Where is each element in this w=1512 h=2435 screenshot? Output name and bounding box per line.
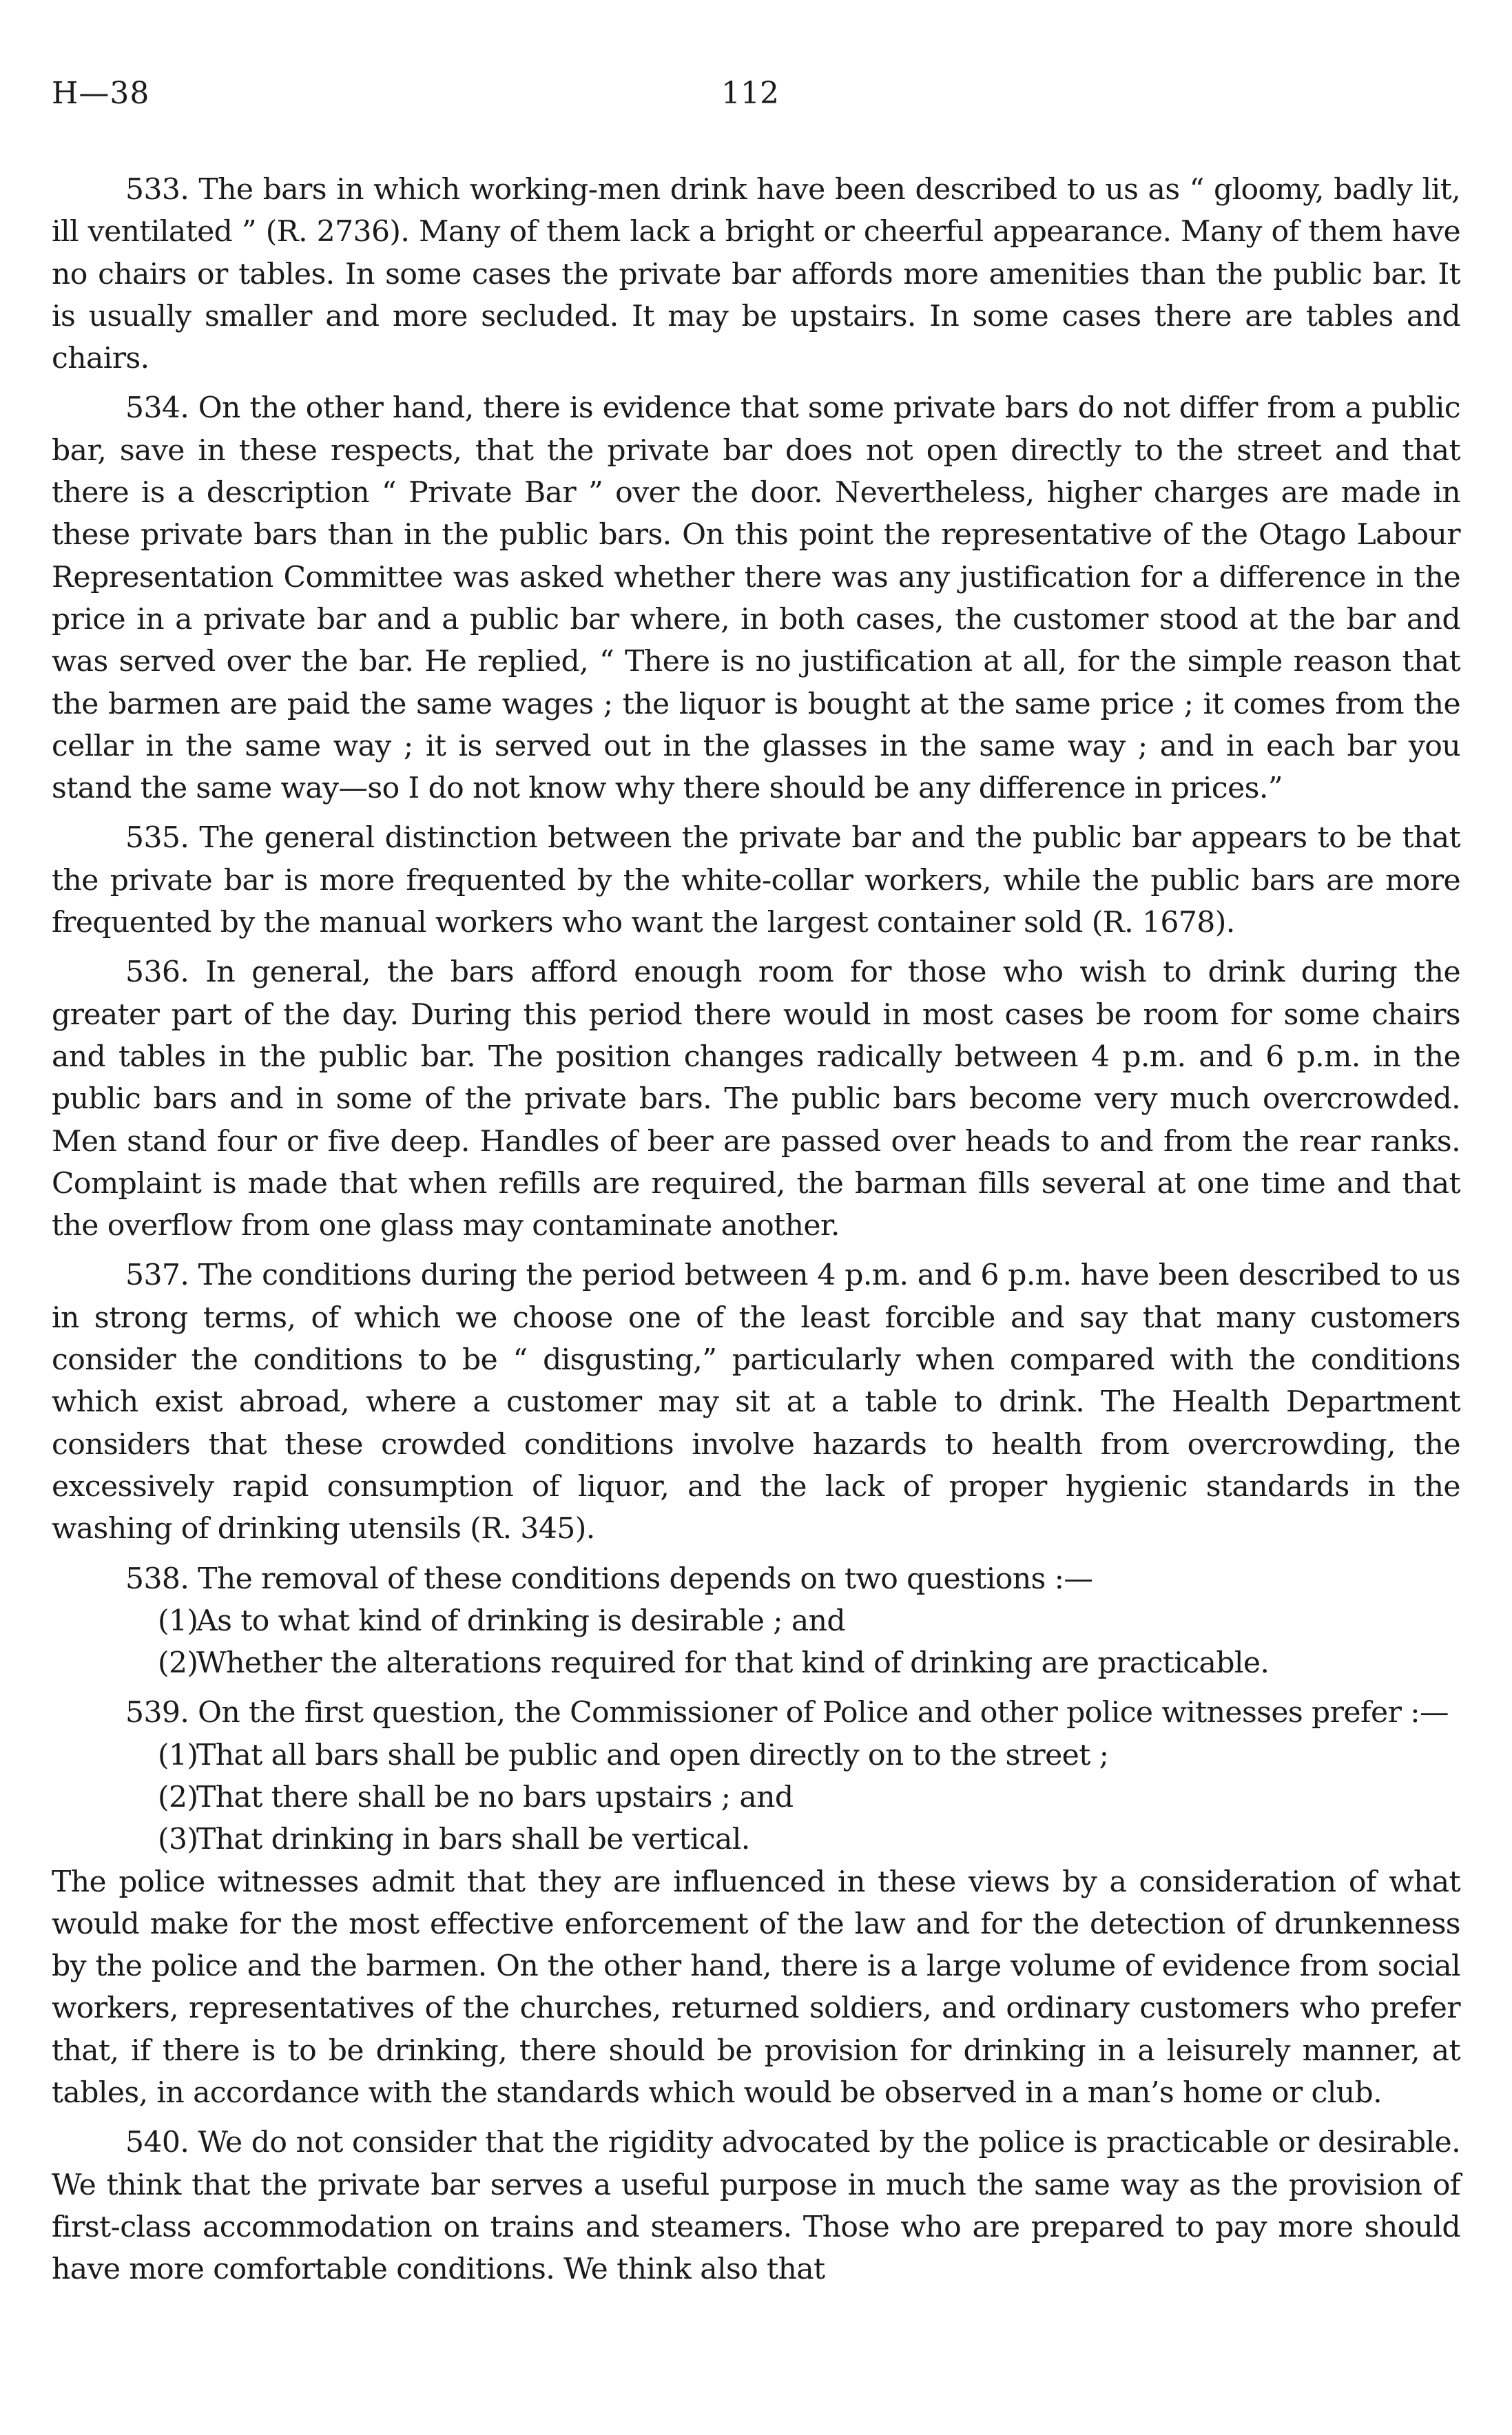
list-number: (1) xyxy=(158,1738,198,1772)
paragraph-537: 537. The conditions during the period between 4 p.m. and 6 p.m. have been described to us in strong terms, of which we choose one of the least forcible and say that many customers consider the conditions to be “ disgusting,” particularly when compared with the conditions which exist abroad, where a customer may sit at a table to drink. The Health Department considers that these crowded conditions involve hazards to health from overcrowding, the excessively rapid consumption of liquor, and the lack of proper hygienic standards in the washing of drinking utensils (R. 345). xyxy=(52,1258,1460,1546)
paragraph-533: 533. The bars in which working-men drink have been described to us as “ gloomy, badly lit, ill ventilated ” (R. 2736). Many of them lack a bright or cheerful appearance. Many of them have no chairs or tables. In some cases the private bar affords more amenities than the public bar. It is usually smaller and more secluded. It may be upstairs. In some cases there are tables and chairs. xyxy=(52,173,1460,376)
list-text: As to what kind of drinking is desirable ; and xyxy=(196,1604,845,1638)
list-number: (1) xyxy=(158,1604,198,1638)
document-reference: H—38 xyxy=(52,76,150,111)
list-number: (2) xyxy=(158,1780,198,1814)
list-number: (3) xyxy=(158,1823,198,1857)
list-number: (2) xyxy=(158,1646,198,1681)
page-header xyxy=(52,76,1460,124)
police-preferences-list xyxy=(52,1734,1460,1861)
paragraph-535: 535. The general distinction between the private bar and the public bar appears to be that the private bar is more frequented by the white-collar workers, while the public bars are more frequented by the manual workers who want the largest container sold (R. 1678). xyxy=(52,821,1460,940)
list-item xyxy=(52,1734,1460,1776)
paragraph-539: 539. On the first question, the Commissioner of Police and other police witnesses prefer :— xyxy=(125,1696,1449,1730)
paragraph-538: 538. The removal of these conditions depends on two questions :— xyxy=(125,1562,1093,1596)
list-item xyxy=(52,1819,1460,1861)
page-body xyxy=(52,169,1460,2299)
paragraph-540: 540. We do not consider that the rigidity advocated by the police is practicable or desirable. We think that the private bar serves a useful purpose in much the same way as the provision of first-class accommodation on trains and steamers. Those who are prepared to pay more should have more comfortable conditions. We think also that xyxy=(52,2126,1460,2287)
list-text: That drinking in bars shall be vertical. xyxy=(196,1823,750,1857)
paragraph-536: 536. In general, the bars afford enough room for those who wish to drink during the greater part of the day. During this period there would in most cases be room for some chairs and tables in the public bar. The position changes radically between 4 p.m. and 6 p.m. in the public bars and in some of the private bars. The public bars become very much overcrowded. Men stand four or five deep. Handles of beer are passed over heads to and from the rear ranks. Complaint is made that when refills are required, the barman fills several at one time and that the overflow from one glass may contaminate another. xyxy=(52,955,1460,1243)
list-item xyxy=(52,1600,1460,1642)
list-text: That there shall be no bars upstairs ; and xyxy=(196,1780,794,1814)
list-text: Whether the alterations required for that kind of drinking are practicable. xyxy=(196,1646,1270,1681)
paragraph-539-continuation: The police witnesses admit that they are influenced in these views by a consideration of what would make for the most effective enforcement of the law and for the detection of drunkenness by the police and the barmen. On the other hand, there is a large volume of evidence from social workers, representatives of the churches, returned soldiers, and ordinary customers who prefer that, if there is to be drinking, there should be provision for drinking in a leisurely manner, at tables, in accordance with the standards which would be observed in a man’s home or club. xyxy=(52,1865,1460,2111)
list-text: That all bars shall be public and open directly on to the street ; xyxy=(196,1738,1109,1772)
questions-list xyxy=(52,1600,1460,1685)
paragraph-534: 534. On the other hand, there is evidence that some private bars do not differ from a public bar, save in these respects, that the private bar does not open directly to the street and that there is a description “ Private Bar ” over the door. Nevertheless, higher charges are made in these private bars than in the public bars. On this point the representative of the Otago Labour Representation Committee was asked whether there was any justification for a difference in the price in a private bar and a public bar where, in both cases, the customer stood at the bar and was served over the bar. He replied, “ There is no justification at all, for the simple reason that the barmen are paid the same wages ; the liquor is bought at the same price ; it comes from the cellar in the same way ; it is served out in the glasses in the same way ; and in each bar you stand the same way—so I do not know why there should be any difference in prices.” xyxy=(52,391,1460,806)
list-item xyxy=(52,1642,1460,1684)
list-item xyxy=(52,1776,1460,1819)
page-number: 112 xyxy=(721,76,779,111)
